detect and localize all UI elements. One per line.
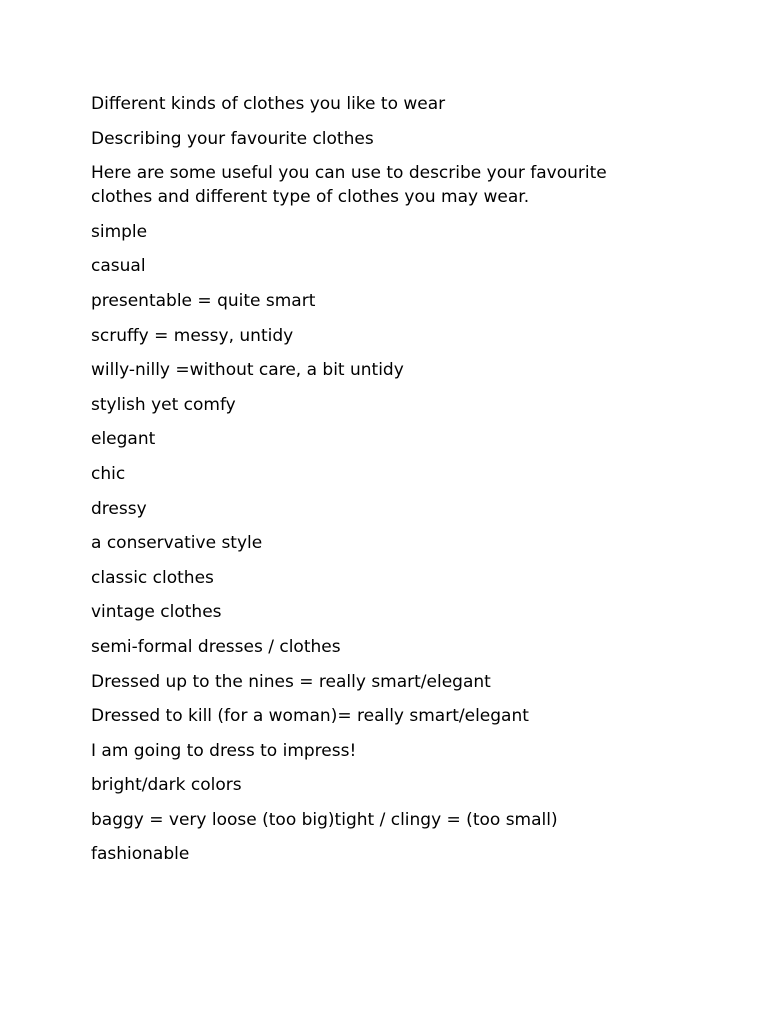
vocabulary-item: fashionable — [91, 844, 190, 865]
vocabulary-item: vintage clothes — [91, 602, 222, 623]
document-heading: Different kinds of clothes you like to wear — [91, 94, 446, 114]
vocabulary-item: a conservative style — [91, 533, 263, 554]
vocabulary-item: Dressed up to the nines = really smart/elegant — [91, 671, 491, 692]
vocabulary-item: simple — [91, 221, 148, 242]
vocabulary-item: willy-nilly =without care, a bit untidy — [91, 360, 404, 381]
vocabulary-item: baggy = very loose (too big)tight / clingy = (too small) — [91, 809, 558, 830]
vocabulary-item: presentable = quite smart — [91, 290, 316, 311]
vocabulary-item: bright/dark colors — [91, 775, 242, 796]
intro-paragraph: Here are some useful you can use to describe your favourite clothes and different type of clothes you may wear. — [91, 163, 607, 208]
vocabulary-item: dressy — [91, 498, 147, 519]
vocabulary-item: casual — [91, 256, 146, 277]
vocabulary-item: scruffy = messy, untidy — [91, 325, 294, 346]
vocabulary-item: classic clothes — [91, 567, 214, 588]
vocabulary-item: Dressed to kill (for a woman)= really smart/elegant — [91, 706, 529, 727]
vocabulary-item: I am going to dress to impress! — [91, 740, 357, 761]
document-subheading: Describing your favourite clothes — [91, 128, 374, 149]
vocabulary-item: stylish yet comfy — [91, 394, 236, 415]
vocabulary-item: elegant — [91, 429, 156, 450]
document-body — [91, 92, 691, 877]
vocabulary-item: semi-formal dresses / clothes — [91, 636, 341, 657]
vocabulary-list — [91, 220, 691, 867]
vocabulary-item: chic — [91, 463, 126, 484]
